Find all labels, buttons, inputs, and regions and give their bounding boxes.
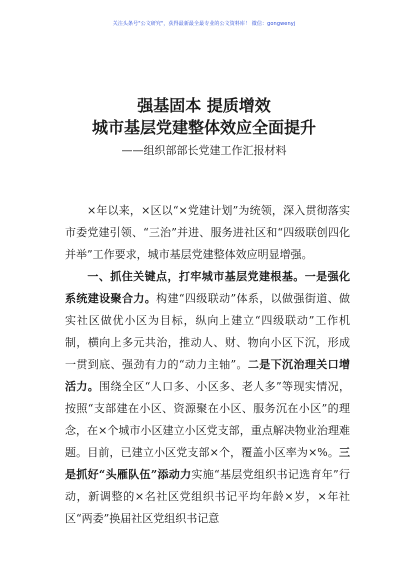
title-block: [0, 96, 408, 160]
title-line-2: 城市基层党建整体效应全面提升: [91, 118, 316, 137]
document-body: [65, 200, 350, 530]
paragraph-intro: [65, 200, 350, 266]
section-text-3: 实施“基层党组织书记选育年”行动，新调整的×名社区党组织书记平均年龄×岁，×年社区“两委”换届社区党组织书记意: [65, 468, 350, 525]
section-point-3: 三是抓好“头雁队伍”添动力: [65, 446, 350, 481]
section-text-1: 构建“四级联动”体系，以做强街道、做实社区做优小区为目标，纵向上建立“四级联动”工作机制，横向上多元共治，推动人、财、物向小区下沉，形成一贯到底、强劲有力的“动力主轴”。: [65, 292, 351, 371]
section-heading: 一、抓住关键点，打牢城市基层党建根基。一是强化系统建设聚合力。: [65, 270, 350, 305]
subtitle: ——组织部部长党建工作汇报材料: [121, 144, 287, 157]
section-text-2: 围绕全区“人口多、小区多、老人多”等现实情况，按照“支部建在小区、资源聚在小区、服务沉在小区”的理念，在×个城市小区建立小区党支部，重点解决物业治理难题。目前，已建立小区党支部×个，覆盖小区率为×%。: [65, 380, 350, 459]
section-point-2: 二是下沉治理关口增活力。: [65, 358, 351, 393]
paragraph-section-one: [65, 266, 350, 530]
title-line-1: 强基固本 提质增效: [137, 96, 271, 115]
header-notice: 关注头条号"公文研究"，获得最新最全最专业的公文资料库！ 微信：gongwenyj: [112, 21, 296, 27]
paragraph-intro-text: ×年以来，×区以“×党建计划”为统领，深入贯彻落实市委党建引领、“三治”并进、服务进社区和“四级联创四化并举”工作要求，城市基层党建整体效应明显增强。: [65, 204, 350, 261]
